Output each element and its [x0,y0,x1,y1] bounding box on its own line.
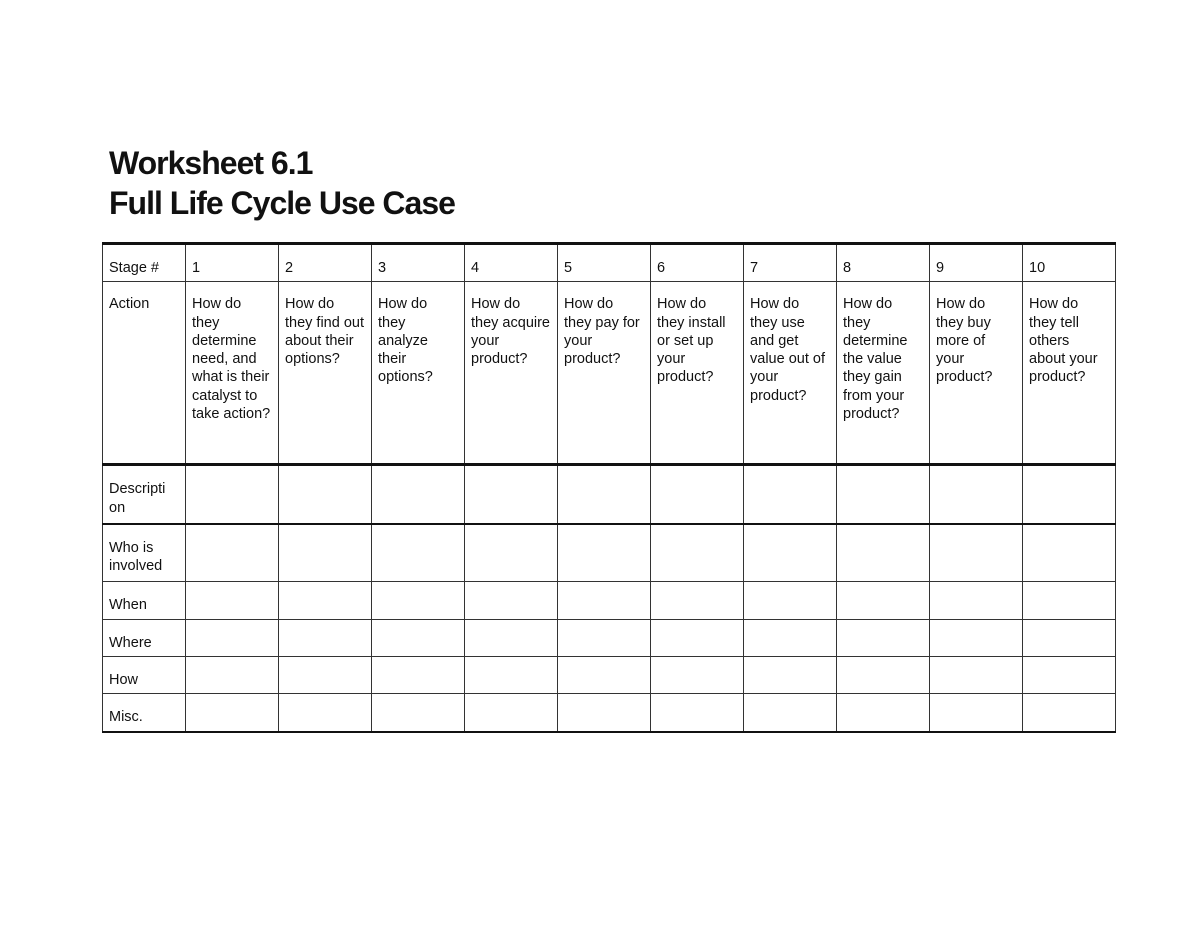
when-input-cell[interactable] [558,582,651,619]
description-input-cell[interactable] [279,465,372,524]
when-input-cell[interactable] [372,582,465,619]
when-input-cell[interactable] [744,582,837,619]
how-input-cell[interactable] [279,657,372,694]
how-input-cell[interactable] [186,657,279,694]
action-question-cell: How do they determine need, and what is their catalyst to take action? [186,282,279,465]
when-input-cell[interactable] [837,582,930,619]
when-label-cell: When [103,582,186,619]
misc-input-cell[interactable] [1023,694,1116,732]
action-question-cell: How do they use and get value out of your product? [744,282,837,465]
where-input-cell[interactable] [1023,619,1116,656]
how-input-cell[interactable] [744,657,837,694]
who-input-cell[interactable] [1023,524,1116,582]
stage-number-cell: 7 [744,244,837,282]
who-input-cell[interactable] [837,524,930,582]
how-input-cell[interactable] [651,657,744,694]
description-input-cell[interactable] [837,465,930,524]
who-row [103,524,1116,582]
description-input-cell[interactable] [651,465,744,524]
misc-input-cell[interactable] [837,694,930,732]
where-input-cell[interactable] [465,619,558,656]
how-input-cell[interactable] [372,657,465,694]
use-case-table [102,242,1116,733]
where-input-cell[interactable] [837,619,930,656]
who-input-cell[interactable] [558,524,651,582]
stage-number-cell: 9 [930,244,1023,282]
how-input-cell[interactable] [837,657,930,694]
misc-input-cell[interactable] [744,694,837,732]
action-row [103,282,1116,465]
description-row [103,465,1116,524]
action-question-cell: How do they acquire your product? [465,282,558,465]
description-input-cell[interactable] [930,465,1023,524]
where-input-cell[interactable] [651,619,744,656]
stage-number-cell: 1 [186,244,279,282]
when-input-cell[interactable] [279,582,372,619]
worksheet-number: Worksheet 6.1 [109,145,313,181]
stage-number-cell: 6 [651,244,744,282]
who-label-cell: Who is involved [103,524,186,582]
action-question-cell: How do they pay for your product? [558,282,651,465]
when-input-cell[interactable] [930,582,1023,619]
description-input-cell[interactable] [465,465,558,524]
how-input-cell[interactable] [558,657,651,694]
how-row [103,657,1116,694]
action-question-cell: How do they tell others about your product? [1023,282,1116,465]
misc-input-cell[interactable] [651,694,744,732]
action-question-cell: How do they find out about their options? [279,282,372,465]
description-input-cell[interactable] [558,465,651,524]
how-label-cell: How [103,657,186,694]
where-input-cell[interactable] [372,619,465,656]
misc-input-cell[interactable] [186,694,279,732]
misc-input-cell[interactable] [279,694,372,732]
where-input-cell[interactable] [279,619,372,656]
stage-row [103,244,1116,282]
when-row [103,582,1116,619]
how-input-cell[interactable] [1023,657,1116,694]
when-input-cell[interactable] [465,582,558,619]
misc-input-cell[interactable] [465,694,558,732]
description-label-cell: Descripti on [103,465,186,524]
misc-label-cell: Misc. [103,694,186,732]
misc-input-cell[interactable] [372,694,465,732]
who-input-cell[interactable] [744,524,837,582]
who-input-cell[interactable] [186,524,279,582]
when-input-cell[interactable] [651,582,744,619]
description-input-cell[interactable] [744,465,837,524]
worksheet-name: Full Life Cycle Use Case [109,185,455,221]
misc-row [103,694,1116,732]
where-input-cell[interactable] [558,619,651,656]
who-input-cell[interactable] [372,524,465,582]
when-input-cell[interactable] [186,582,279,619]
description-input-cell[interactable] [186,465,279,524]
stage-number-cell: 2 [279,244,372,282]
stage-number-cell: 8 [837,244,930,282]
action-label-cell: Action [103,282,186,465]
description-input-cell[interactable] [1023,465,1116,524]
where-input-cell[interactable] [186,619,279,656]
misc-input-cell[interactable] [930,694,1023,732]
action-question-cell: How do they buy more of your product? [930,282,1023,465]
misc-input-cell[interactable] [558,694,651,732]
description-input-cell[interactable] [372,465,465,524]
who-input-cell[interactable] [279,524,372,582]
where-row [103,619,1116,656]
how-input-cell[interactable] [465,657,558,694]
who-input-cell[interactable] [930,524,1023,582]
action-question-cell: How do they install or set up your product? [651,282,744,465]
stage-number-cell: 4 [465,244,558,282]
how-input-cell[interactable] [930,657,1023,694]
action-question-cell: How do they determine the value they gain from your product? [837,282,930,465]
stage-header-cell: Stage # [103,244,186,282]
stage-number-cell: 5 [558,244,651,282]
where-label-cell: Where [103,619,186,656]
when-input-cell[interactable] [1023,582,1116,619]
stage-number-cell: 10 [1023,244,1116,282]
worksheet-title [109,143,455,223]
who-input-cell[interactable] [651,524,744,582]
who-input-cell[interactable] [465,524,558,582]
stage-number-cell: 3 [372,244,465,282]
where-input-cell[interactable] [930,619,1023,656]
where-input-cell[interactable] [744,619,837,656]
action-question-cell: How do they analyze their options? [372,282,465,465]
